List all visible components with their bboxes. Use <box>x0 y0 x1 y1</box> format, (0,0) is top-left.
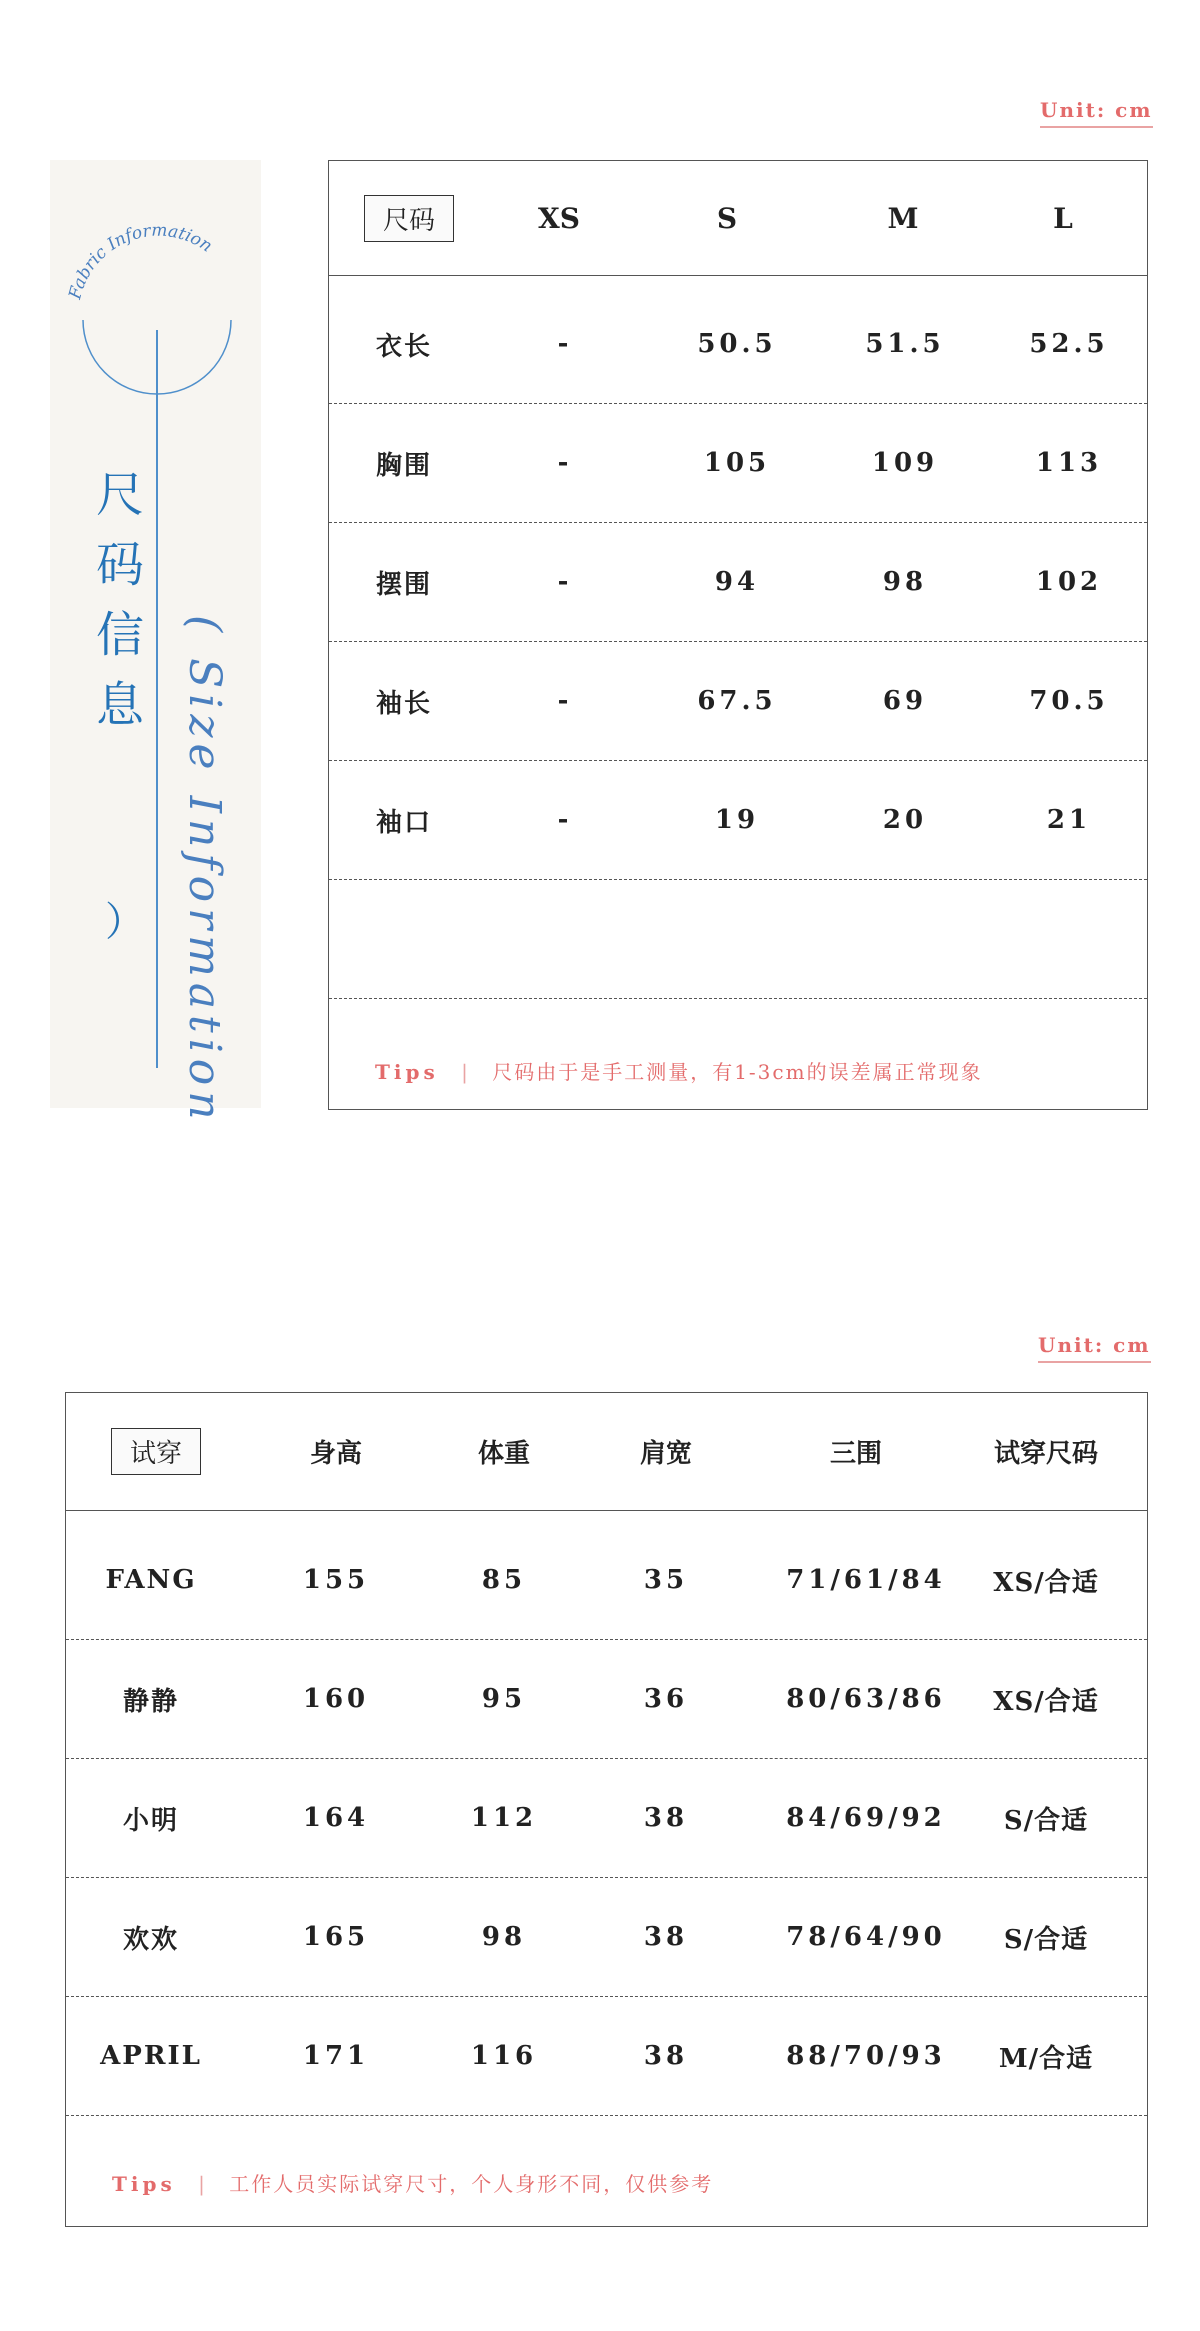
size-info-panel <box>50 160 261 1126</box>
row-value: S/合适 <box>1003 1805 1089 1836</box>
header-label-cell <box>349 161 469 275</box>
row-value: 88/70/93 <box>786 2041 946 2071</box>
row-value: 109 <box>871 448 939 478</box>
tips-line <box>375 1056 983 1085</box>
header-size: M <box>887 201 919 235</box>
table-row <box>329 761 1147 880</box>
row-value: M/合适 <box>998 2043 1094 2074</box>
table-row <box>66 1521 1147 1640</box>
row-value: 20 <box>882 805 928 835</box>
unit-label: Unit: cm <box>1038 1333 1151 1363</box>
row-value: 113 <box>1035 448 1103 478</box>
row-value: 71/61/84 <box>786 1565 946 1595</box>
row-value: 98 <box>882 567 928 597</box>
size-table <box>328 160 1148 1110</box>
header-column: 肩宽 <box>639 1439 692 1469</box>
row-value: - <box>557 686 573 716</box>
row-value: 171 <box>302 2041 370 2071</box>
row-value: - <box>557 329 573 359</box>
header-size: XS <box>538 201 580 235</box>
title-char: 息 <box>95 677 144 733</box>
row-value: - <box>557 567 573 597</box>
row-label: 欢欢 <box>122 1924 179 1955</box>
tips-label: Tips <box>375 1060 439 1084</box>
header-size: L <box>1053 201 1073 235</box>
row-value: - <box>557 805 573 835</box>
table-row <box>66 1997 1147 2116</box>
row-value: - <box>557 448 573 478</box>
row-label: 袖口 <box>375 807 432 838</box>
row-value: 67.5 <box>697 686 777 716</box>
size-table-header <box>329 161 1147 276</box>
title-char: 尺 <box>95 467 144 523</box>
row-label: 静静 <box>122 1686 179 1717</box>
title-char: 码 <box>95 537 144 593</box>
row-value: 85 <box>481 1565 527 1595</box>
tips-separator: | <box>461 1060 470 1084</box>
row-value: S/合适 <box>1003 1924 1089 1955</box>
row-value: 84/69/92 <box>786 1803 946 1833</box>
tips-text: 工作人员实际试穿尺寸，个人身形不同，仅供参考 <box>229 2172 714 2196</box>
row-value: XS/合适 <box>993 1686 1099 1717</box>
tips-label: Tips <box>112 2172 176 2196</box>
row-value: 21 <box>1046 805 1092 835</box>
tips-text: 尺码由于是手工测量，有1-3cm的误差属正常现象 <box>492 1060 983 1084</box>
table-row <box>329 404 1147 523</box>
row-label: APRIL <box>100 2041 202 2071</box>
row-value: 52.5 <box>1029 329 1109 359</box>
table-row <box>329 642 1147 761</box>
tips-line <box>112 2168 713 2197</box>
row-label: 衣长 <box>375 331 432 362</box>
unit-label: Unit: cm <box>1040 98 1153 128</box>
row-label: 小明 <box>122 1805 179 1836</box>
row-value: 78/64/90 <box>786 1922 946 1952</box>
row-label: 袖长 <box>375 688 432 719</box>
row-value: 105 <box>703 448 771 478</box>
row-value: 112 <box>470 1803 538 1833</box>
table-row <box>66 1640 1147 1759</box>
table-row <box>66 1759 1147 1878</box>
panel-title <box>90 460 150 740</box>
row-value: 102 <box>1035 567 1103 597</box>
row-value: 38 <box>643 1803 689 1833</box>
tips-separator: | <box>198 2172 207 2196</box>
row-value: 35 <box>643 1565 689 1595</box>
row-value: 116 <box>470 2041 538 2071</box>
row-value: 51.5 <box>865 329 945 359</box>
tryon-table <box>65 1392 1148 2227</box>
table-row <box>329 285 1147 404</box>
header-label-cell <box>96 1393 216 1510</box>
header-label: 尺码 <box>364 195 454 242</box>
header-size: S <box>716 201 738 235</box>
title-paren: ） <box>105 899 145 945</box>
row-label: 摆围 <box>375 569 432 600</box>
table-row-empty <box>329 880 1147 999</box>
tryon-table-header <box>66 1393 1147 1511</box>
header-column: 三围 <box>829 1439 882 1469</box>
row-value: 164 <box>302 1803 370 1833</box>
row-value: 94 <box>714 567 760 597</box>
row-value: XS/合适 <box>993 1567 1099 1598</box>
row-value: 70.5 <box>1029 686 1109 716</box>
header-column: 试穿尺码 <box>993 1439 1098 1469</box>
row-value: 38 <box>643 2041 689 2071</box>
row-value: 36 <box>643 1684 689 1714</box>
arc-text <box>65 221 216 303</box>
row-value: 19 <box>714 805 760 835</box>
row-value: 80/63/86 <box>786 1684 946 1714</box>
row-value: 155 <box>302 1565 370 1595</box>
vertical-divider <box>156 330 158 1068</box>
row-label: FANG <box>105 1565 197 1595</box>
header-column: 体重 <box>477 1439 530 1469</box>
header-label: 试穿 <box>111 1428 201 1475</box>
row-label: 胸围 <box>375 450 432 481</box>
row-value: 160 <box>302 1684 370 1714</box>
row-value: 95 <box>481 1684 527 1714</box>
row-value: 38 <box>643 1922 689 1952</box>
row-value: 165 <box>302 1922 370 1952</box>
row-value: 69 <box>882 686 928 716</box>
row-value: 98 <box>481 1922 527 1952</box>
table-row <box>66 1878 1147 1997</box>
english-vertical-title: ( Size Information <box>179 615 230 1126</box>
header-column: 身高 <box>309 1439 362 1469</box>
title-char: 信 <box>95 607 144 663</box>
row-value: 50.5 <box>697 329 777 359</box>
table-row <box>329 523 1147 642</box>
arc-text-path: Fabric Information <box>65 220 216 302</box>
